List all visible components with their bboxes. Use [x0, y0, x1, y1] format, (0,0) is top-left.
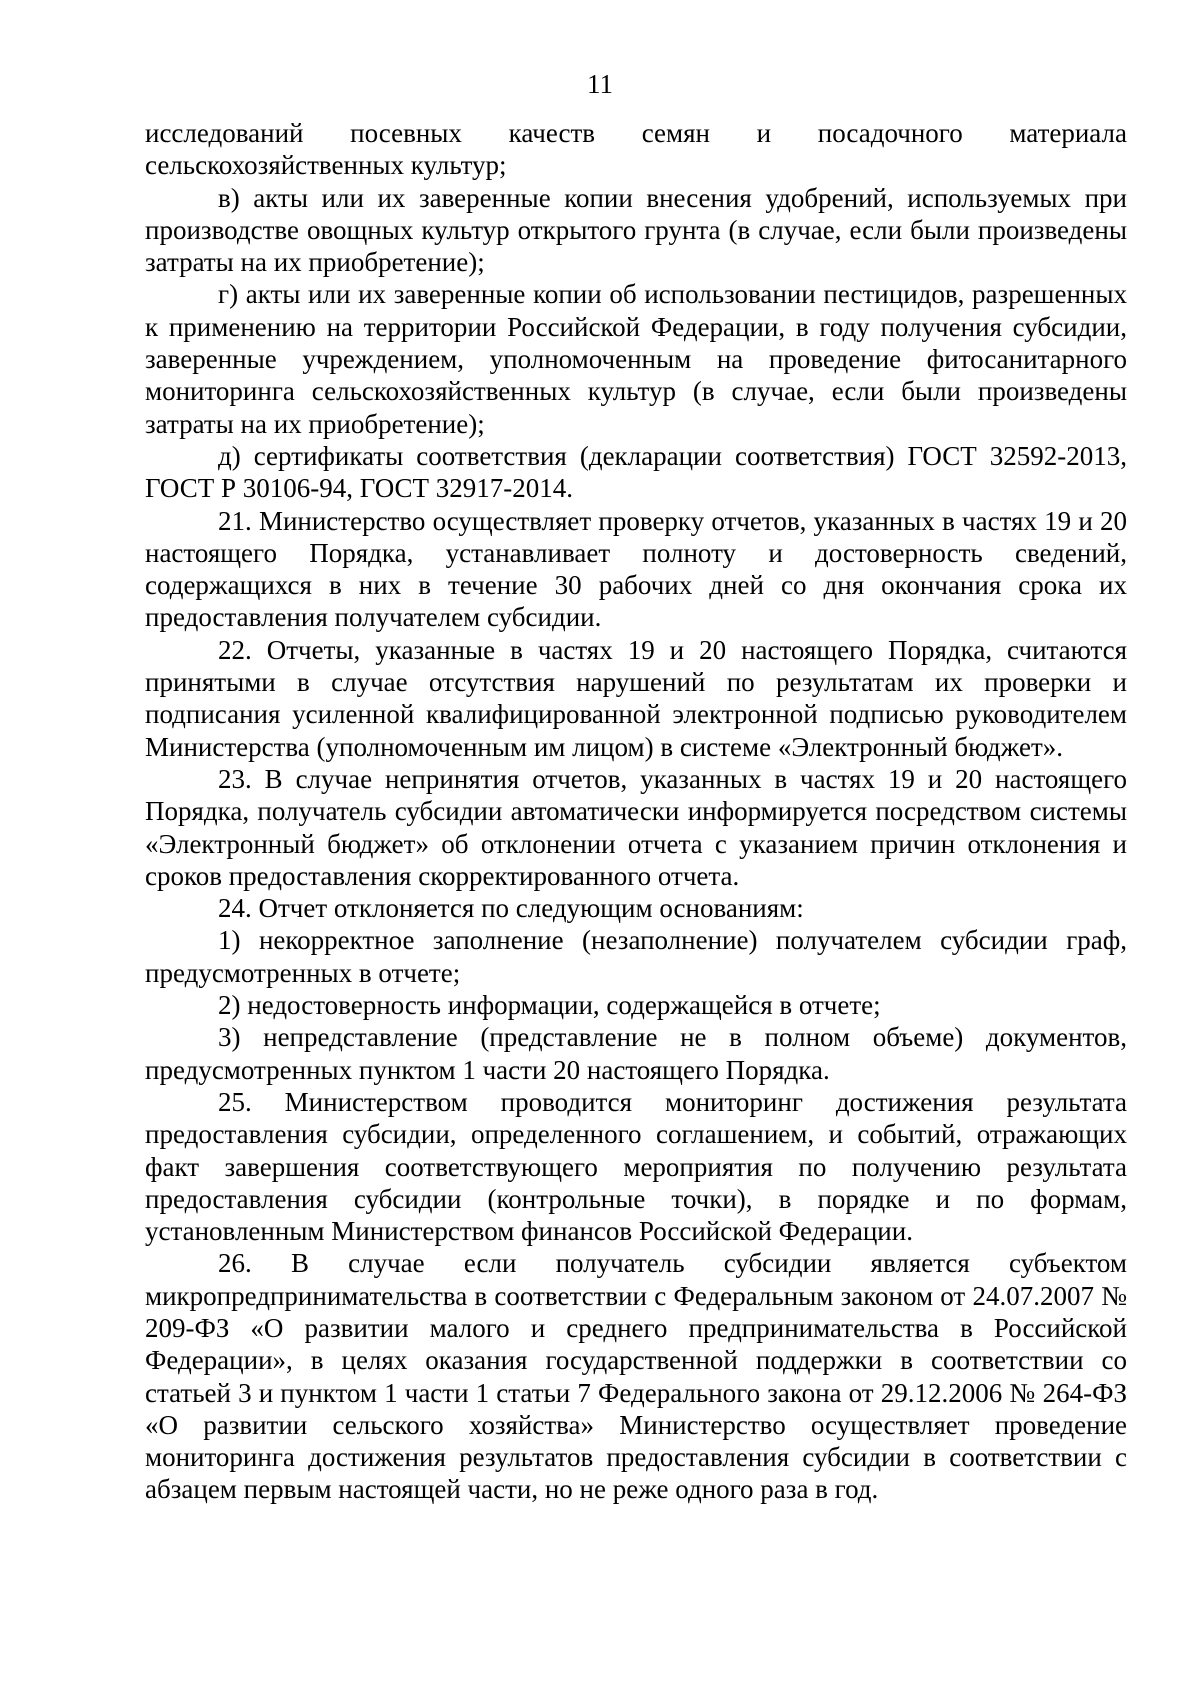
document-body	[145, 117, 1127, 1506]
paragraph-23: 23. В случае непринятия отчетов, указанных в частях 19 и 20 настоящего Порядка, получатель субсидии автоматически информируется посредством системы «Электронный бюджет» об отклонении отчета с указанием причин отклонения и сроков предоставления скорректированного отчета.	[145, 763, 1127, 891]
paragraph-24: 24. Отчет отклоняется по следующим основаниям:	[218, 893, 804, 924]
paragraph-item-v: в) акты или их заверенные копии внесения удобрений, используемых при производстве овощных культур открытого грунта (в случае, если были произведены затраты на их приобретение);	[145, 182, 1127, 278]
paragraph-22: 22. Отчеты, указанные в частях 19 и 20 настоящего Порядка, считаются принятыми в случае отсутствия нарушений по результатам их проверки и подписания усиленной квалифицированной электронной подписью руководителем Министерства (уполномоченным им лицом) в системе «Электронный бюджет».	[145, 634, 1127, 762]
paragraph-26: 26. В случае если получатель субсидии является субъектом микропредпринимательства в соответствии с Федеральным законом от 24.07.2007 № 209-ФЗ «О развитии малого и среднего предпринимательства в Российской Федерации», в целях оказания государственной поддержки в соответствии со статьей 3 и пунктом 1 части 1 статьи 7 Федерального закона от 29.12.2006 № 264-ФЗ «О развитии сельского хозяйства» Министерство осуществляет проведение мониторинга достижения результатов предоставления субсидии в соответствии с абзацем первым настоящей части, но не реже одного раза в год.	[145, 1248, 1127, 1505]
paragraph-25: 25. Министерством проводится мониторинг достижения результата предоставления субсидии, определенного соглашением, и событий, отражающих факт завершения соответствующего мероприятия по получению результата предоставления субсидии (контрольные точки), в порядке и по формам, установленным Министерством финансов Российской Федерации.	[145, 1086, 1127, 1247]
paragraph-24-item-1: 1) некорректное заполнение (незаполнение) получателем субсидии граф, предусмотренных в отчете;	[145, 925, 1127, 988]
paragraph-continuation: исследований посевных качеств семян и посадочного материала сельскохозяйственных культур;	[145, 118, 1127, 181]
paragraph-21: 21. Министерство осуществляет проверку отчетов, указанных в частях 19 и 20 настоящего Порядка, устанавливает полноту и достоверность сведений, содержащихся в них в течение 30 рабочих дней со дня окончания срока их предоставления получателем субсидии.	[145, 505, 1127, 633]
paragraph-24-item-3: 3) непредставление (представление не в полном объеме) документов, предусмотренных пунктом 1 части 20 настоящего Порядка.	[145, 1022, 1127, 1085]
paragraph-item-g: г) акты или их заверенные копии об использовании пестицидов, разрешенных к применению на территории Российской Федерации, в году получения субсидии, заверенные учреждением, уполномоченным на проведение фитосанитарного мониторинга сельскохозяйственных культур (в случае, если были произведены затраты на их приобретение);	[145, 279, 1127, 439]
paragraph-item-d: д) сертификаты соответствия (декларации соответствия) ГОСТ 32592-2013, ГОСТ Р 30106-94, ГОСТ 32917-2014.	[145, 440, 1127, 504]
paragraph-24-item-2: 2) недостоверность информации, содержащейся в отчете;	[218, 990, 881, 1021]
page-number: 11	[587, 69, 613, 99]
